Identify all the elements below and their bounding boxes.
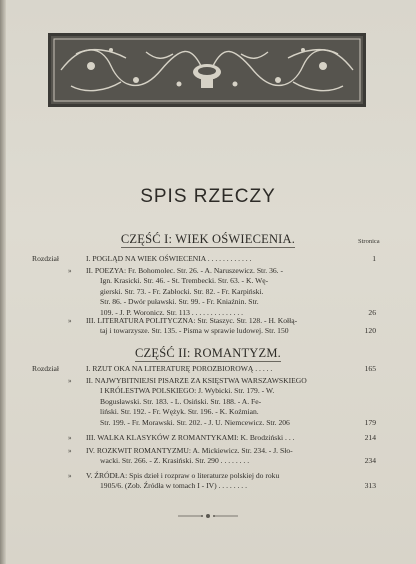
chapter-line: Str. 86. - Dwór puławski. Str. 99. - Fr. Kniaźnin. Str. xyxy=(100,297,259,307)
page-number: 214 xyxy=(364,433,376,442)
chapter-marker: » xyxy=(68,472,72,480)
chapter-line: gierski. Str. 73. - Fr. Zabłocki. Str. 82. - Fr. Karpiński. xyxy=(100,286,264,296)
chapter-prefix: Rozdział xyxy=(32,364,59,373)
chapter-marker: » xyxy=(68,267,72,275)
page-column-header: Stronica xyxy=(358,238,380,245)
page-number: 179 xyxy=(364,417,376,427)
chapter-line: II. POEZYA: Fr. Bohomolec. Str. 26. - A. Naruszewicz. Str. 36. - xyxy=(86,266,283,275)
chapter-marker: » xyxy=(68,377,72,385)
chapter-line: III. LITERATURA POLITYCZNA: Str. Staszyc. Str. 128. - H. Kołłą- xyxy=(86,316,298,325)
page-number: 234 xyxy=(364,456,376,466)
page-number: 1 xyxy=(372,254,376,263)
page-number: 120 xyxy=(364,326,376,336)
part-heading xyxy=(0,232,416,247)
part-heading-text: CZĘŚĆ II: ROMANTYZM. xyxy=(134,346,282,360)
chapter-line: liński. Str. 192. - Fr. Wężyk. Str. 196. - K. Koźmian. xyxy=(100,407,259,417)
part-heading-text: CZĘŚĆ I: WIEK OŚWIECENIA. xyxy=(120,232,296,246)
chapter-marker: » xyxy=(68,447,72,455)
chapter-line: II. NAJWYBITNIEJSI PISARZE ZA KSIĘSTWA WARSZAWSKIEGO xyxy=(86,376,307,385)
chapter-line: 109. - J. P. Woronicz. Str. 113 . . . . . . . . . . . . . . xyxy=(100,307,244,317)
part-heading xyxy=(0,346,416,361)
chapter-marker: » xyxy=(68,317,72,325)
page-number: 313 xyxy=(364,481,376,491)
chapter-marker: » xyxy=(68,434,72,442)
chapter-line: IV. ROZKWIT ROMANTYZMU: A. Mickiewicz. Str. 234. - J. Sło- xyxy=(86,446,293,455)
chapter-prefix: Rozdział xyxy=(32,254,59,263)
page-number: 26 xyxy=(368,307,376,317)
chapter-line: I. POGLĄD NA WIEK OŚWIECENIA . . . . . . . . . . . . xyxy=(86,254,252,263)
chapter-line: Str. 199. - Fr. Morawski. Str. 202. - J. U. Niemcewicz. Str. 206 xyxy=(100,417,290,427)
page-number: 165 xyxy=(364,364,376,373)
chapter-line: Ign. Krasicki. Str. 46. - St. Trembecki. Str. 63. - K. Wę- xyxy=(100,276,269,286)
chapter-line: I KRÓLESTWA POLSKIEGO: J. Wybicki. Str. 179. - W. xyxy=(100,386,275,396)
chapter-line: Bogusławski. Str. 183. - L. Osiński. Str. 188. - A. Fe- xyxy=(100,396,262,406)
chapter-line: III. WALKA KLASYKÓW Z ROMANTYKAMI: K. Brodziński . . . xyxy=(86,433,295,442)
chapter-line: taj i towarzysze. Str. 135. - Pisma w sprawie ludowej. Str. 150 xyxy=(100,326,289,336)
chapter-line: I. RZUT OKA NA LITERATURĘ POROZBIOROWĄ . . . . . xyxy=(86,364,273,373)
page-title: SPIS RZECZY xyxy=(140,186,276,207)
end-ornament-icon xyxy=(176,512,240,520)
chapter-line: wacki. Str. 266. - Z. Krasiński. Str. 290 . . . . . . . . xyxy=(100,456,250,466)
chapter-line: V. ŹRÓDŁA: Spis dzieł i rozpraw o literaturze polskiej do roku xyxy=(86,471,280,480)
chapter-line: 1905/6. (Zob. Źródła w tomach I - IV) . . . . . . . . xyxy=(100,481,247,491)
